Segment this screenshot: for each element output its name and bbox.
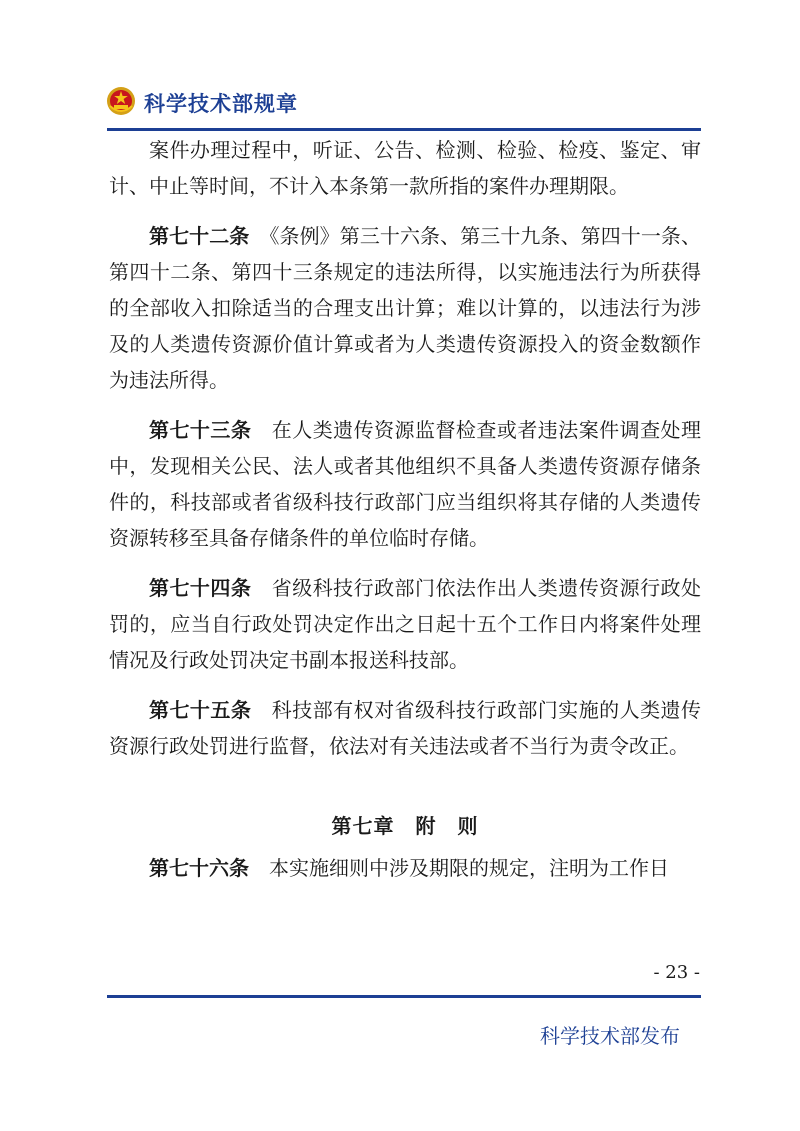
article-number: 第七十五条: [149, 698, 252, 722]
article-number: 第七十六条: [149, 856, 249, 880]
article-number: 第七十四条: [149, 576, 252, 600]
header-rule: [107, 128, 701, 131]
footer-rule: [107, 995, 701, 998]
paragraph: 案件办理过程中，听证、公告、检测、检验、检疫、鉴定、审计、中止等时间，不计入本条第一款所指的案件办理期限。: [109, 138, 701, 198]
national-emblem-icon: [106, 86, 136, 116]
footer-publisher: 科学技术部发布: [540, 1024, 680, 1048]
page-number: - 23 -: [653, 962, 700, 983]
article-number: 第七十三条: [149, 418, 252, 442]
article-74: 第七十四条 省级科技行政部门依法作出人类遗传资源行政处罚的，应当自行政处罚决定作出之日起十五个工作日内将案件处理情况及行政处罚决定书副本报送科技部。: [109, 576, 702, 672]
article-72: 第七十二条 《条例》第三十六条、第三十九条、第四十一条、第四十二条、第四十三条规定的违法所得，以实施违法行为所获得的全部收入扣除适当的合理支出计算；难以计算的，以违法行为涉及的人类遗传资源价值计算或者为人类遗传资源投入的资金数额作为违法所得。: [109, 224, 702, 392]
article-76: 第七十六条 本实施细则中涉及期限的规定，注明为工作日: [149, 856, 669, 880]
document-body: [109, 132, 701, 886]
article-number: 第七十二条: [149, 224, 250, 248]
article-75: 第七十五条 科技部有权对省级科技行政部门实施的人类遗传资源行政处罚进行监督，依法对有关违法或者不当行为责令改正。: [109, 698, 702, 758]
page-header: [106, 84, 706, 120]
chapter-heading: 第七章 附 则: [331, 814, 479, 838]
header-title: 科学技术部规章: [144, 92, 298, 116]
article-73: 第七十三条 在人类遗传资源监督检查或者违法案件调查处理中，发现相关公民、法人或者其他组织不具备人类遗传资源存储条件的，科技部或者省级科技行政部门应当组织将其存储的人类遗传资源转移至具备存储条件的单位临时存储。: [109, 418, 702, 550]
